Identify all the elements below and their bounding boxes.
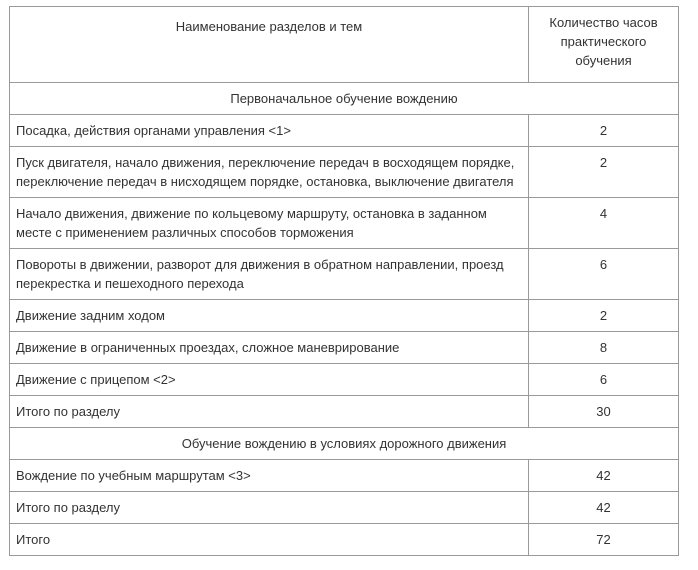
row-name: Пуск двигателя, начало движения, переключение передач в восходящем порядке, переключение передач в нисходящем порядке, остановка, выключение двигателя — [10, 147, 529, 198]
training-hours-table — [9, 6, 679, 556]
header-hours-line-3: обучения — [575, 53, 632, 68]
row-hours: 2 — [529, 147, 679, 198]
section-title: Обучение вождению в условиях дорожного движения — [10, 428, 679, 460]
table-row — [10, 300, 679, 332]
table-row — [10, 198, 679, 249]
row-hours: 30 — [529, 396, 679, 428]
header-hours-line-2: практического — [560, 34, 647, 49]
table-row — [10, 147, 679, 198]
row-name: Повороты в движении, разворот для движения в обратном направлении, проезд перекрестка и пешеходного перехода — [10, 249, 529, 300]
row-name: Движение с прицепом <2> — [10, 364, 529, 396]
total-row — [10, 524, 679, 556]
section-heading-row — [10, 428, 679, 460]
row-name: Движение в ограниченных проездах, сложное маневрирование — [10, 332, 529, 364]
row-hours: 4 — [529, 198, 679, 249]
section-heading-row — [10, 83, 679, 115]
header-hours-line-1: Количество часов — [549, 15, 658, 30]
subtotal-row — [10, 492, 679, 524]
table-row — [10, 332, 679, 364]
table-header-row — [10, 7, 679, 83]
row-hours: 6 — [529, 249, 679, 300]
row-hours: 2 — [529, 115, 679, 147]
table-row — [10, 364, 679, 396]
row-name: Итого по разделу — [10, 492, 529, 524]
row-hours: 42 — [529, 492, 679, 524]
section-title: Первоначальное обучение вождению — [10, 83, 679, 115]
table-row — [10, 460, 679, 492]
total-hours: 72 — [529, 524, 679, 556]
total-name: Итого — [10, 524, 529, 556]
row-name: Вождение по учебным маршрутам <3> — [10, 460, 529, 492]
row-name: Начало движения, движение по кольцевому маршруту, остановка в заданном месте с применением различных способов торможения — [10, 198, 529, 249]
row-name: Посадка, действия органами управления <1> — [10, 115, 529, 147]
row-hours: 42 — [529, 460, 679, 492]
table-row — [10, 249, 679, 300]
row-hours: 6 — [529, 364, 679, 396]
row-hours: 8 — [529, 332, 679, 364]
header-hours — [529, 7, 679, 83]
row-name: Движение задним ходом — [10, 300, 529, 332]
subtotal-row — [10, 396, 679, 428]
header-section-name: Наименование разделов и тем — [10, 7, 529, 83]
table-row — [10, 115, 679, 147]
row-hours: 2 — [529, 300, 679, 332]
row-name: Итого по разделу — [10, 396, 529, 428]
